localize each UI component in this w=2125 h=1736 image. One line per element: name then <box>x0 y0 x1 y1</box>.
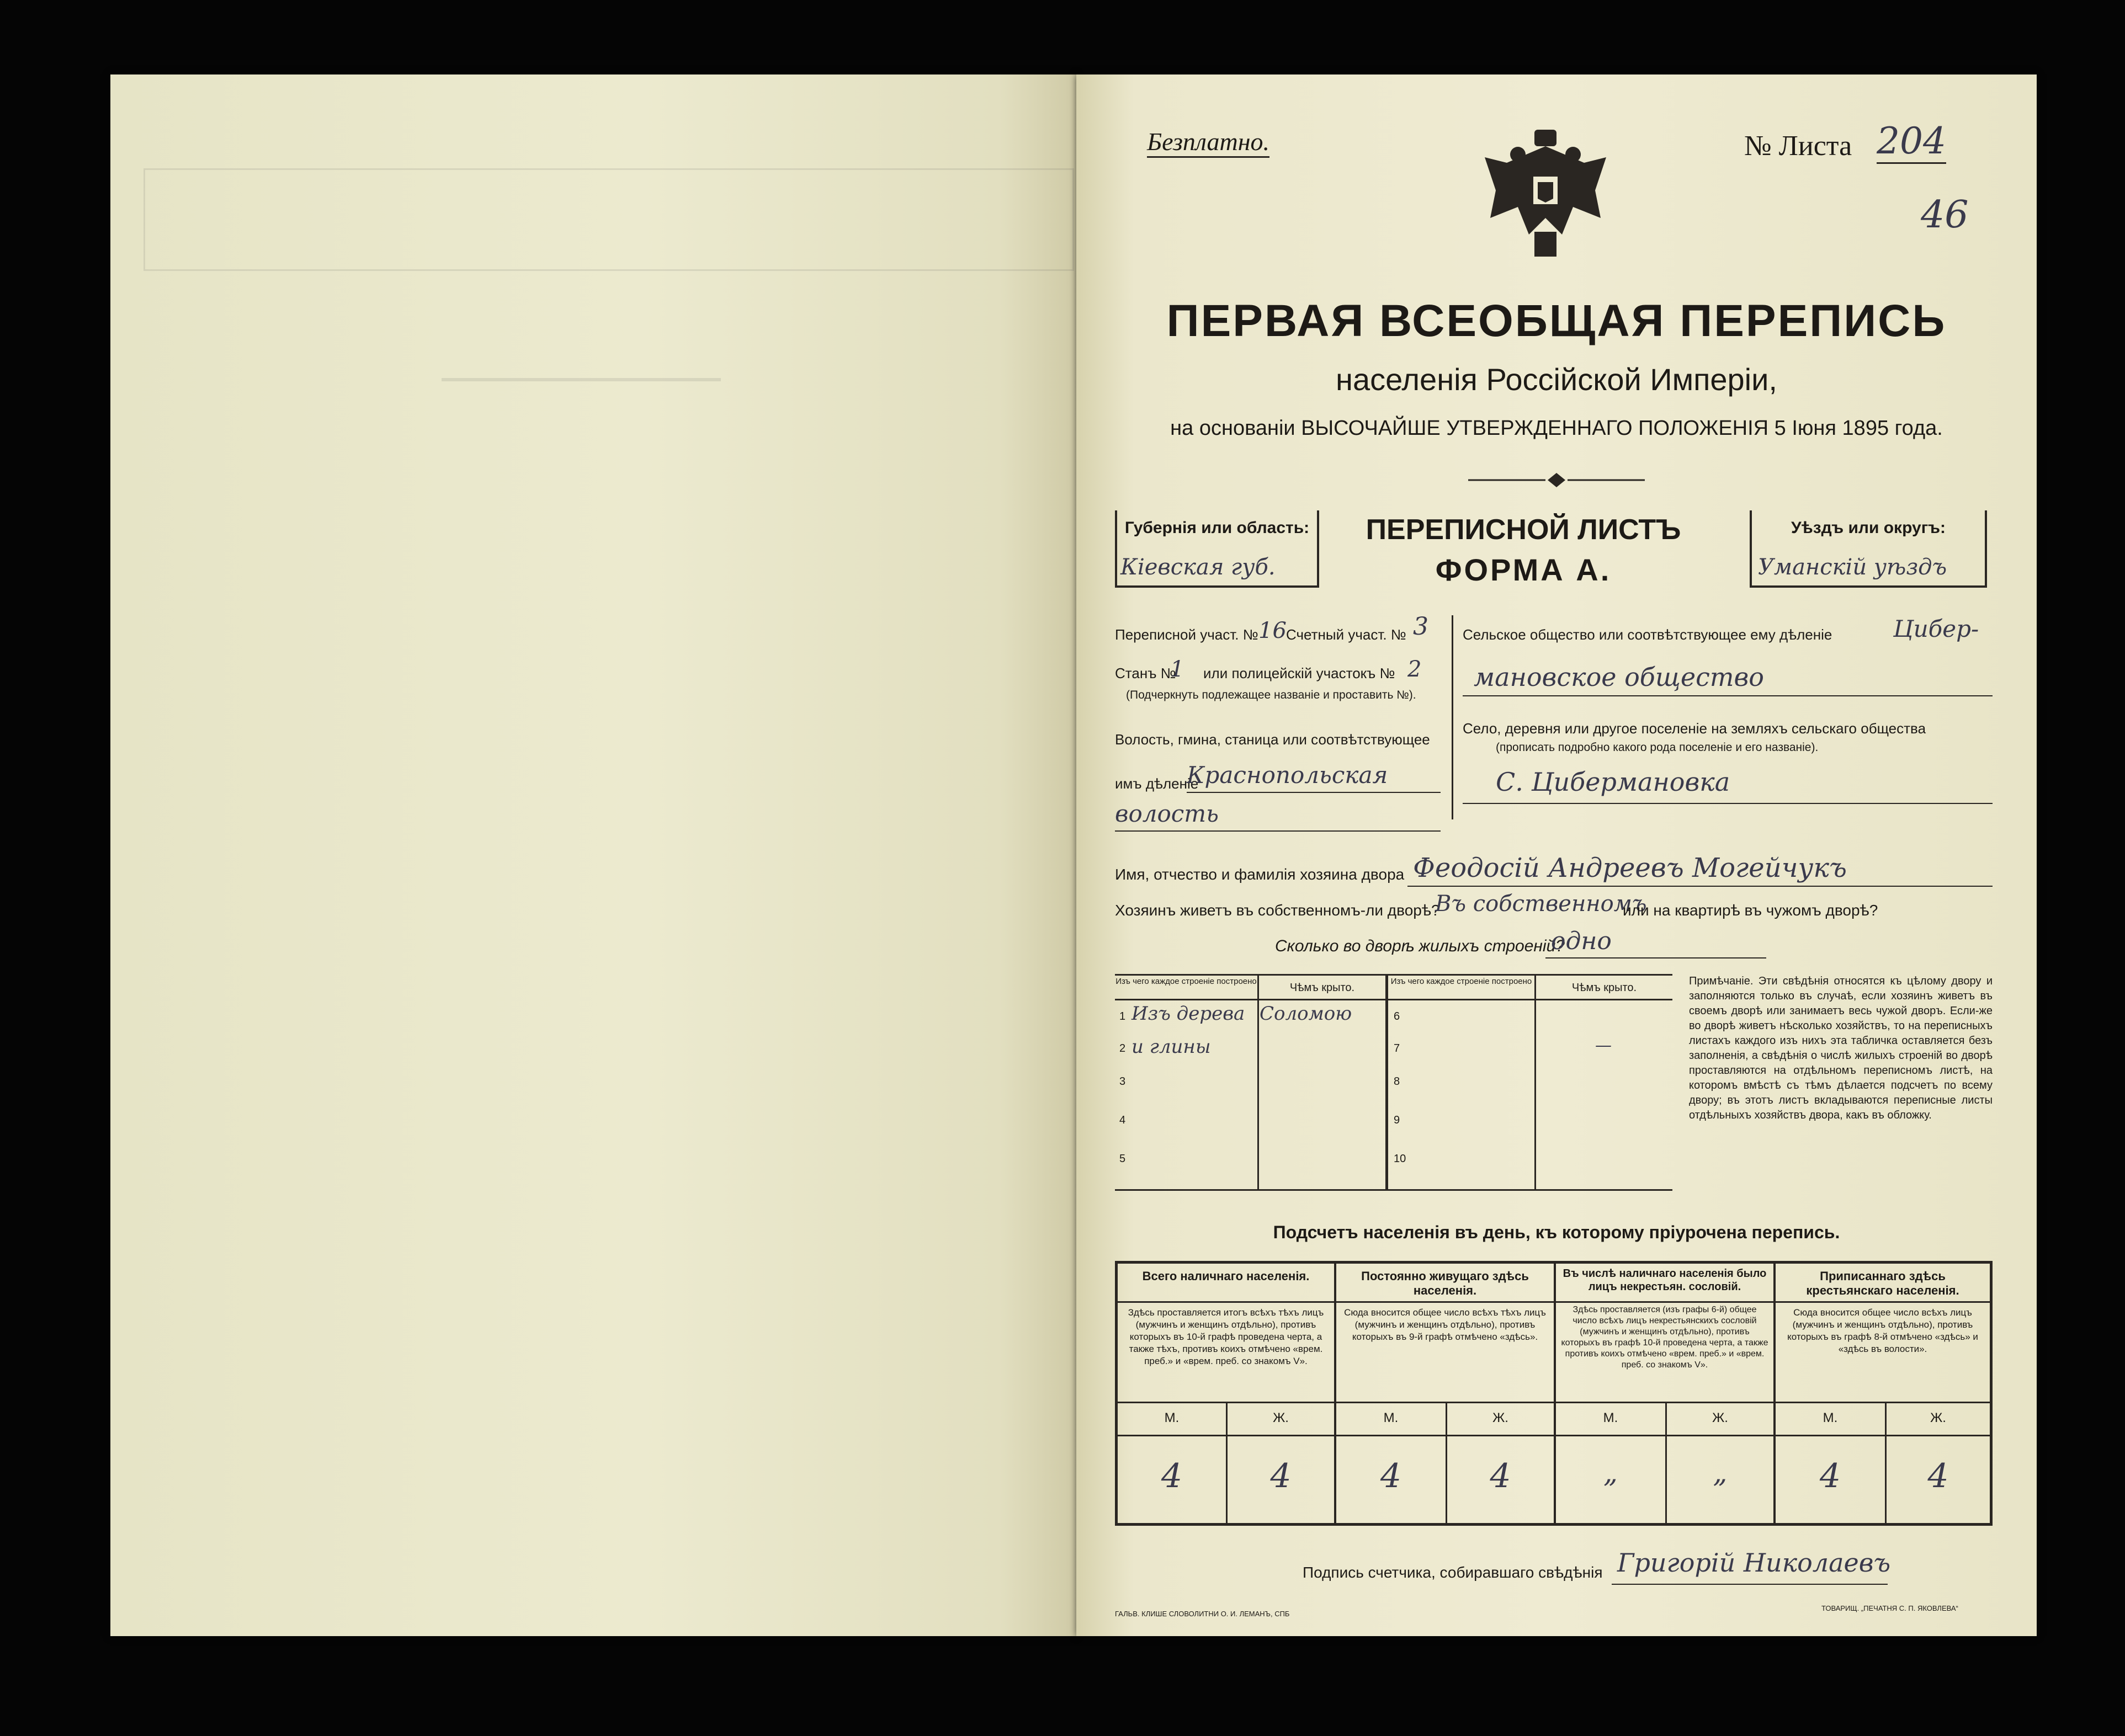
row-no-9: 9 <box>1394 1114 1400 1126</box>
ornament-divider <box>1468 472 1645 488</box>
summary-col-1-header: Всего наличнаго населенія. <box>1142 1269 1310 1283</box>
summary-table <box>1115 1261 1993 1526</box>
summary-col-2-desc: Сюда вносится общее число всѣхъ тѣхъ лицъ (мужчинъ и женщинъ отдѣльно), противъ которыхъ въ 9-й графѣ отмѣчено «здѣсь». <box>1344 1307 1546 1342</box>
row-roof-1: Соломою <box>1260 1003 1352 1025</box>
row-no-5: 5 <box>1119 1153 1126 1165</box>
m-label-1: М. <box>1164 1410 1180 1425</box>
census-form-page <box>1076 74 2037 1636</box>
row-no-10: 10 <box>1394 1153 1406 1165</box>
subtitle: населенія Россійской Имперіи, <box>1336 362 1777 397</box>
summary-col-2-header: Постоянно живущаго здѣсь населенія. <box>1361 1269 1529 1297</box>
buildings-note: Примѣчаніе. Эти свѣдѣнія относятся къ цѣлому двору и заполняются только въ случаѣ, если хозяинъ живетъ въ своемъ дворѣ или занимаетъ весь чужой дворъ. Если-же во дворѣ живетъ нѣсколько хозяйствъ, то на переписныхъ листахъ каждого изъ нихъ эта табличка оставляется безъ заполненія, а свѣдѣнія о числѣ жилыхъ строеній во дворѣ проставляются на отдѣльномъ переписномъ листѣ, на которомъ вмѣстѣ съ тѣмъ дѣлается подсчетъ по всему двору; въ этотъ листъ вкладываются переписные листы отдѣльныхъ хозяйствъ двора, какъ въ обложку. <box>1689 975 1993 1121</box>
owner-name-value: Феодосій Андреевъ Могейчукъ <box>1413 853 1847 883</box>
left-page <box>110 74 1076 1636</box>
col-material-left: Изъ чего каждое строеніе построено <box>1115 977 1257 986</box>
count-section-label: Счетный участ. № <box>1286 626 1406 643</box>
volost-value-1: Краснопольская <box>1187 762 1388 789</box>
row-material-2: и глины <box>1131 1036 1211 1058</box>
volost-value-2: волость <box>1115 800 1219 827</box>
sheet-number-label: № Листа <box>1744 130 1852 162</box>
show-through-line <box>442 378 721 381</box>
permanent-m: 4 <box>1380 1457 1402 1495</box>
free-label: Безплатно. <box>1147 127 1269 158</box>
sheet-title: ПЕРЕПИСНОЙ ЛИСТЪ <box>1366 514 1681 546</box>
village-value: С. Цибермановка <box>1496 767 1730 797</box>
non-peasant-m: „ <box>1603 1457 1618 1489</box>
signature-label: Подпись счетчика, собиравшаго свѣдѣнія <box>1303 1564 1603 1581</box>
f-label-3: Ж. <box>1712 1410 1728 1425</box>
summary-col-3-desc: Здѣсь проставляется (изъ графы 6-й) общее число всѣхъ лицъ некрестьянскихъ сословій (мужчинъ и женщинъ отдѣльно), противъ которыхъ въ графѣ 10-й проведена черта, а также противъ коихъ отмѣчено «врем. преб.» и «врем. преб. со знакомъ V». <box>1561 1305 1768 1370</box>
row-no-1: 1 <box>1119 1010 1126 1023</box>
census-section-label: Переписной участ. № <box>1115 626 1258 643</box>
col-roof-right: Чѣмъ крыто. <box>1571 982 1637 994</box>
count-section-value: 3 <box>1413 613 1428 641</box>
police-value: 2 <box>1407 657 1422 682</box>
stan-value: 1 <box>1170 657 1184 682</box>
volost-label-2: имъ дѣленіе <box>1115 775 1199 792</box>
summary-col-4-header: Приписаннаго здѣсь крестьянскаго населенія. <box>1806 1269 1959 1297</box>
f-label-2: Ж. <box>1492 1410 1508 1425</box>
police-label: или полицейскій участокъ № <box>1203 665 1395 681</box>
owner-lives-label-2: или на квартирѣ въ чужомъ дворѣ? <box>1623 902 1878 919</box>
form-title: ФОРМА А. <box>1435 552 1612 587</box>
summary-col-3-header: Въ числѣ наличнаго населенія было лицъ некрестьян. сословій. <box>1563 1268 1767 1293</box>
row-no-7: 7 <box>1394 1042 1400 1055</box>
buildings-count-value: одно <box>1551 927 1612 955</box>
stan-label: Станъ № <box>1115 665 1176 681</box>
row-no-3: 3 <box>1119 1075 1126 1088</box>
corner-number: 46 <box>1921 193 1969 237</box>
row-no-4: 4 <box>1119 1114 1126 1126</box>
owner-lives-value: Въ собственномъ <box>1435 891 1647 917</box>
summary-title: Подсчетъ населенія въ день, къ которому пріурочена перепись. <box>1273 1222 1840 1242</box>
row-no-6: 6 <box>1394 1010 1400 1023</box>
non-peasant-f: „ <box>1713 1457 1728 1489</box>
society-label: Сельское общество или соотвѣтствующее ему дѣленіе <box>1463 626 1832 643</box>
owner-name-label: Имя, отчество и фамилія хозяина двора <box>1115 866 1405 883</box>
district-label: Уѣздъ или округъ: <box>1791 519 1946 537</box>
buildings-count-label: Сколько во дворѣ жилыхъ строеній? <box>1275 937 1565 955</box>
village-note: (прописать подробно какого рода поселеніе и его названіе). <box>1496 741 1819 754</box>
printer-right: ТОВАРИЩ. „ПЕЧАТНЯ С. П. ЯКОВЛЕВА“ <box>1821 1604 1958 1612</box>
underline-note: (Подчеркнуть подлежащее названіе и проставить №). <box>1126 689 1416 701</box>
row-roof-7: — <box>1595 1036 1612 1055</box>
district-value: Уманскій уѣздъ <box>1758 555 1947 580</box>
basis-line: на основаніи ВЫСОЧАЙШЕ УТВЕРЖДЕННАГО ПОЛОЖЕНІЯ 5 Іюня 1895 года. <box>1170 417 1943 440</box>
volost-label-1: Волость, гмина, станица или соотвѣтствующее <box>1115 731 1430 748</box>
imperial-eagle-emblem <box>1474 124 1617 268</box>
summary-col-4-desc: Сюда вносится общее число всѣхъ лицъ (мужчинъ и женщинъ отдѣльно), противъ которыхъ въ графѣ 8-й отмѣчено «здѣсь» и «здѣсь въ волости». <box>1787 1307 1978 1354</box>
row-material-1: Изъ дерева <box>1131 1003 1245 1025</box>
m-label-3: М. <box>1603 1410 1618 1425</box>
total-present-f: 4 <box>1270 1457 1292 1495</box>
province-value: Кіевская губ. <box>1120 555 1276 580</box>
col-material-right: Изъ чего каждое строеніе построено <box>1390 977 1532 986</box>
show-through-table <box>144 168 1074 271</box>
main-title: ПЕРВАЯ ВСЕОБЩАЯ ПЕРЕПИСЬ <box>1166 296 1947 346</box>
row-no-2: 2 <box>1119 1042 1126 1055</box>
owner-lives-label-1: Хозяинъ живетъ въ собственномъ-ли дворѣ? <box>1115 902 1440 919</box>
village-label: Село, деревня или другое поселеніе на земляхъ сельскаго общества <box>1463 720 1926 737</box>
province-label: Губернія или область: <box>1124 519 1310 537</box>
registered-peasant-f: 4 <box>1927 1457 1949 1495</box>
printer-left: ГАЛЬВ. КЛИШЕ СЛОВОЛИТНИ О. И. ЛЕМАНЪ, СПБ <box>1115 1610 1290 1618</box>
permanent-f: 4 <box>1490 1457 1511 1495</box>
sheet-number-value: 204 <box>1877 120 1946 164</box>
row-no-8: 8 <box>1394 1075 1400 1088</box>
f-label-4: Ж. <box>1930 1410 1946 1425</box>
total-present-m: 4 <box>1161 1457 1183 1495</box>
summary-col-1-desc: Здѣсь проставляется итогъ всѣхъ тѣхъ лицъ (мужчинъ и женщинъ отдѣльно), противъ которыхъ въ 10-й графѣ проведена черта, а также тѣхъ, противъ коихъ отмѣчено «врем. преб.» и «врем. преб. со знакомъ V». <box>1128 1307 1324 1366</box>
m-label-4: М. <box>1823 1410 1838 1425</box>
society-value-2: мановское общество <box>1474 662 1764 692</box>
registered-peasant-m: 4 <box>1819 1457 1841 1495</box>
signature-value: Григорій Николаевъ <box>1617 1548 1891 1578</box>
f-label-1: Ж. <box>1273 1410 1289 1425</box>
society-value-1: Цибер- <box>1893 615 1979 642</box>
m-label-2: М. <box>1383 1410 1399 1425</box>
buildings-table <box>1115 974 1672 1192</box>
col-roof-left: Чѣмъ крыто. <box>1289 982 1355 994</box>
census-section-value: 16 <box>1258 618 1287 643</box>
